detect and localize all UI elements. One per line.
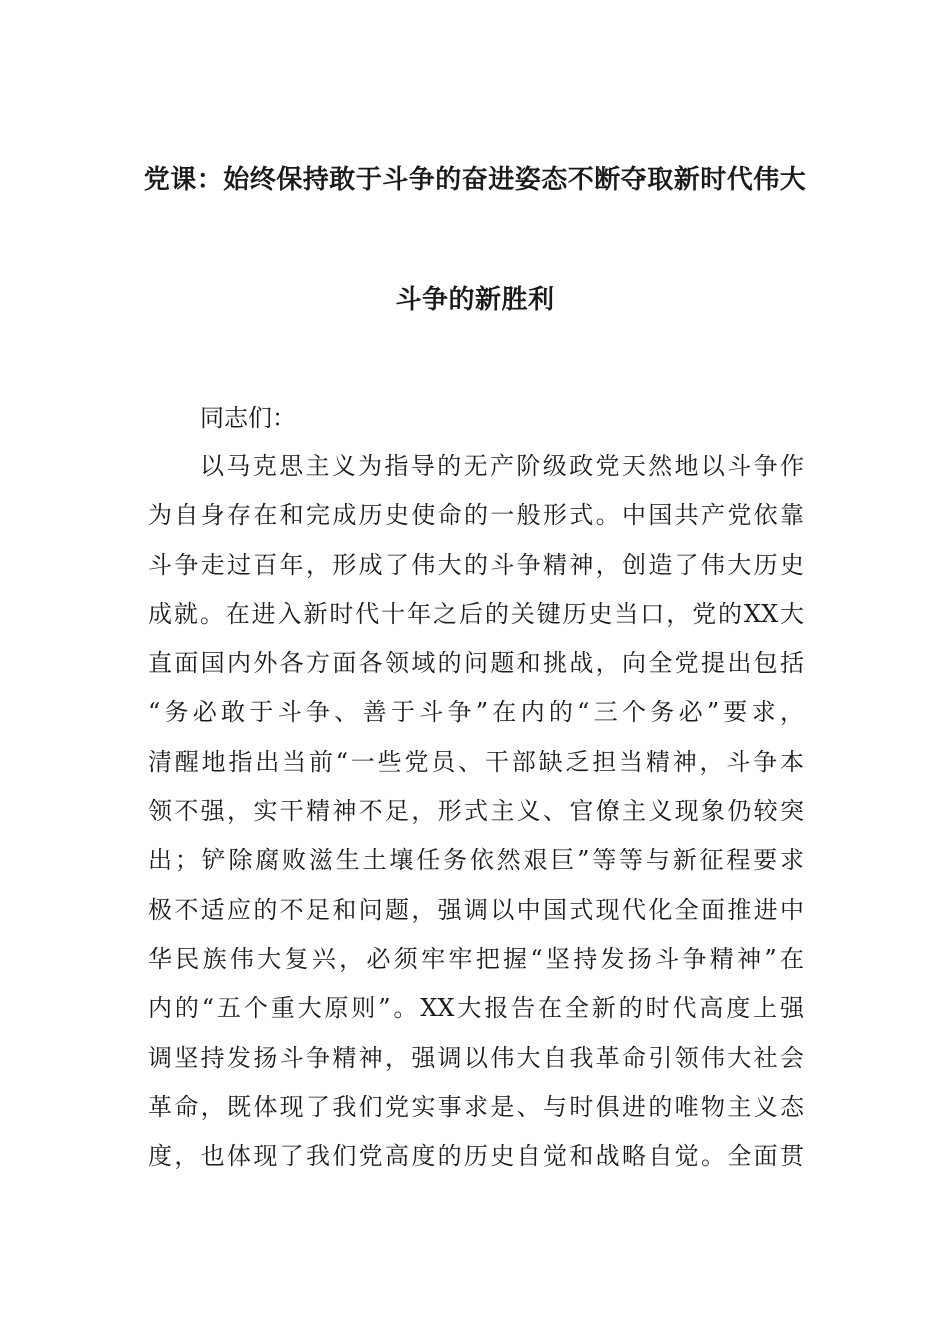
paragraph-line: 华民族伟大复兴，必须牢牢把握“坚持发扬斗争精神”在 bbox=[148, 944, 804, 973]
paragraph-line: 直面国内外各方面各领域的问题和挑战，向全党提出包括 bbox=[148, 649, 804, 678]
paragraph-line: 出；铲除腐败滋生土壤任务依然艰巨”等等与新征程要求 bbox=[148, 846, 804, 875]
paragraph-line: 度，也体现了我们党高度的历史自觉和战略自觉。全面贯 bbox=[148, 1142, 804, 1171]
document-title-line-1: 党课：始终保持敢于斗争的奋进姿态不断夺取新时代伟大 bbox=[143, 165, 807, 195]
paragraph-line: 为自身存在和完成历史使命的一般形式。中国共产党依靠 bbox=[148, 501, 804, 530]
paragraph-line: 以马克思主义为指导的无产阶级政党天然地以斗争作 bbox=[200, 452, 804, 480]
paragraph-line: 调坚持发扬斗争精神，强调以伟大自我革命引领伟大社会 bbox=[148, 1043, 804, 1072]
paragraph-line: 革命，既体现了我们党实事求是、与时俱进的唯物主义态 bbox=[148, 1092, 804, 1121]
document-body bbox=[148, 394, 804, 1181]
paragraph-line: 斗争走过百年，形成了伟大的斗争精神，创造了伟大历史 bbox=[148, 550, 804, 579]
paragraph-line: 成就。在进入新时代十年之后的关键历史当口，党的XX大 bbox=[148, 599, 804, 628]
paragraph-line: 清醒地指出当前“一些党员、干部缺乏担当精神，斗争本 bbox=[148, 747, 804, 776]
paragraph-line: 极不适应的不足和问题，强调以中国式现代化全面推进中 bbox=[148, 895, 804, 924]
paragraph-line: “务必敢于斗争、善于斗争”在内的“三个务必”要求， bbox=[148, 698, 804, 727]
paragraph-line: 内的“五个重大原则”。XX大报告在全新的时代高度上强 bbox=[148, 994, 804, 1023]
salutation: 同志们： bbox=[200, 404, 296, 432]
paragraph-line: 领不强，实干精神不足，形式主义、官僚主义现象仍较突 bbox=[148, 797, 804, 826]
document-title-line-2: 斗争的新胜利 bbox=[395, 285, 555, 315]
